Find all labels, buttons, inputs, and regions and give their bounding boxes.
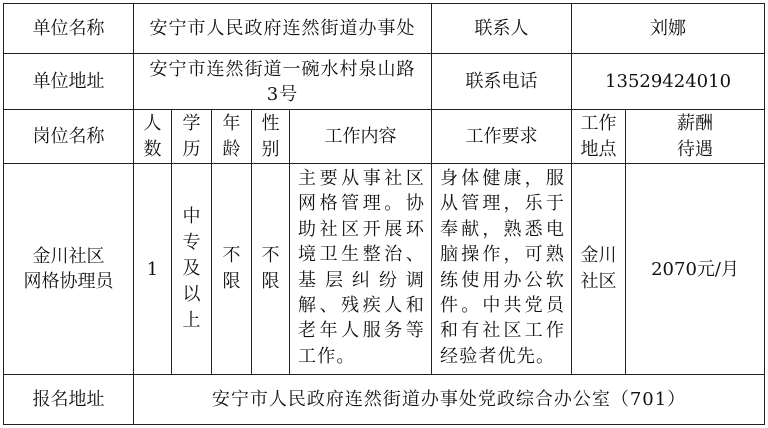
header-work-content: 工作内容 [290, 110, 432, 164]
header-count: 人 数 [134, 110, 172, 164]
header-gender: 性 别 [252, 110, 290, 164]
apply-address-label: 报名地址 [4, 375, 134, 425]
header-salary: 薪酬 待遇 [626, 110, 765, 164]
recruitment-table [3, 3, 765, 425]
contact-value: 刘娜 [572, 4, 765, 54]
header-location: 工作 地点 [572, 110, 626, 164]
job-work-content: 主要从事社区网格管理。协助社区开展环境卫生整治、基层纠纷调解、残疾人和老年人服务等工作。 [290, 164, 432, 375]
job-age: 不 限 [212, 164, 252, 375]
job-salary: 2070元/月 [626, 164, 765, 375]
job-education: 中 专 及 以 上 [172, 164, 212, 375]
job-count: 1 [134, 164, 172, 375]
unit-name-label: 单位名称 [4, 4, 134, 54]
job-gender: 不 限 [252, 164, 290, 375]
header-age: 年 龄 [212, 110, 252, 164]
unit-name-value: 安宁市人民政府连然街道办事处 [134, 4, 432, 54]
phone-value: 13529424010 [572, 54, 765, 110]
header-requirements: 工作要求 [432, 110, 572, 164]
contact-label: 联系人 [432, 4, 572, 54]
job-position-name: 金川社区 网格协理员 [4, 164, 134, 375]
header-education: 学 历 [172, 110, 212, 164]
job-location: 金川 社区 [572, 164, 626, 375]
apply-address-value: 安宁市人民政府连然街道办事处党政综合办公室（701） [134, 375, 765, 425]
phone-label: 联系电话 [432, 54, 572, 110]
address-label: 单位地址 [4, 54, 134, 110]
address-value: 安宁市连然街道一碗水村泉山路 3号 [134, 54, 432, 110]
job-requirements: 身体健康，服从管理，乐于奉献，熟悉电脑操作，可熟练使用办公软件。中共党员和有社区工作经验者优先。 [432, 164, 572, 375]
header-position-name: 岗位名称 [4, 110, 134, 164]
